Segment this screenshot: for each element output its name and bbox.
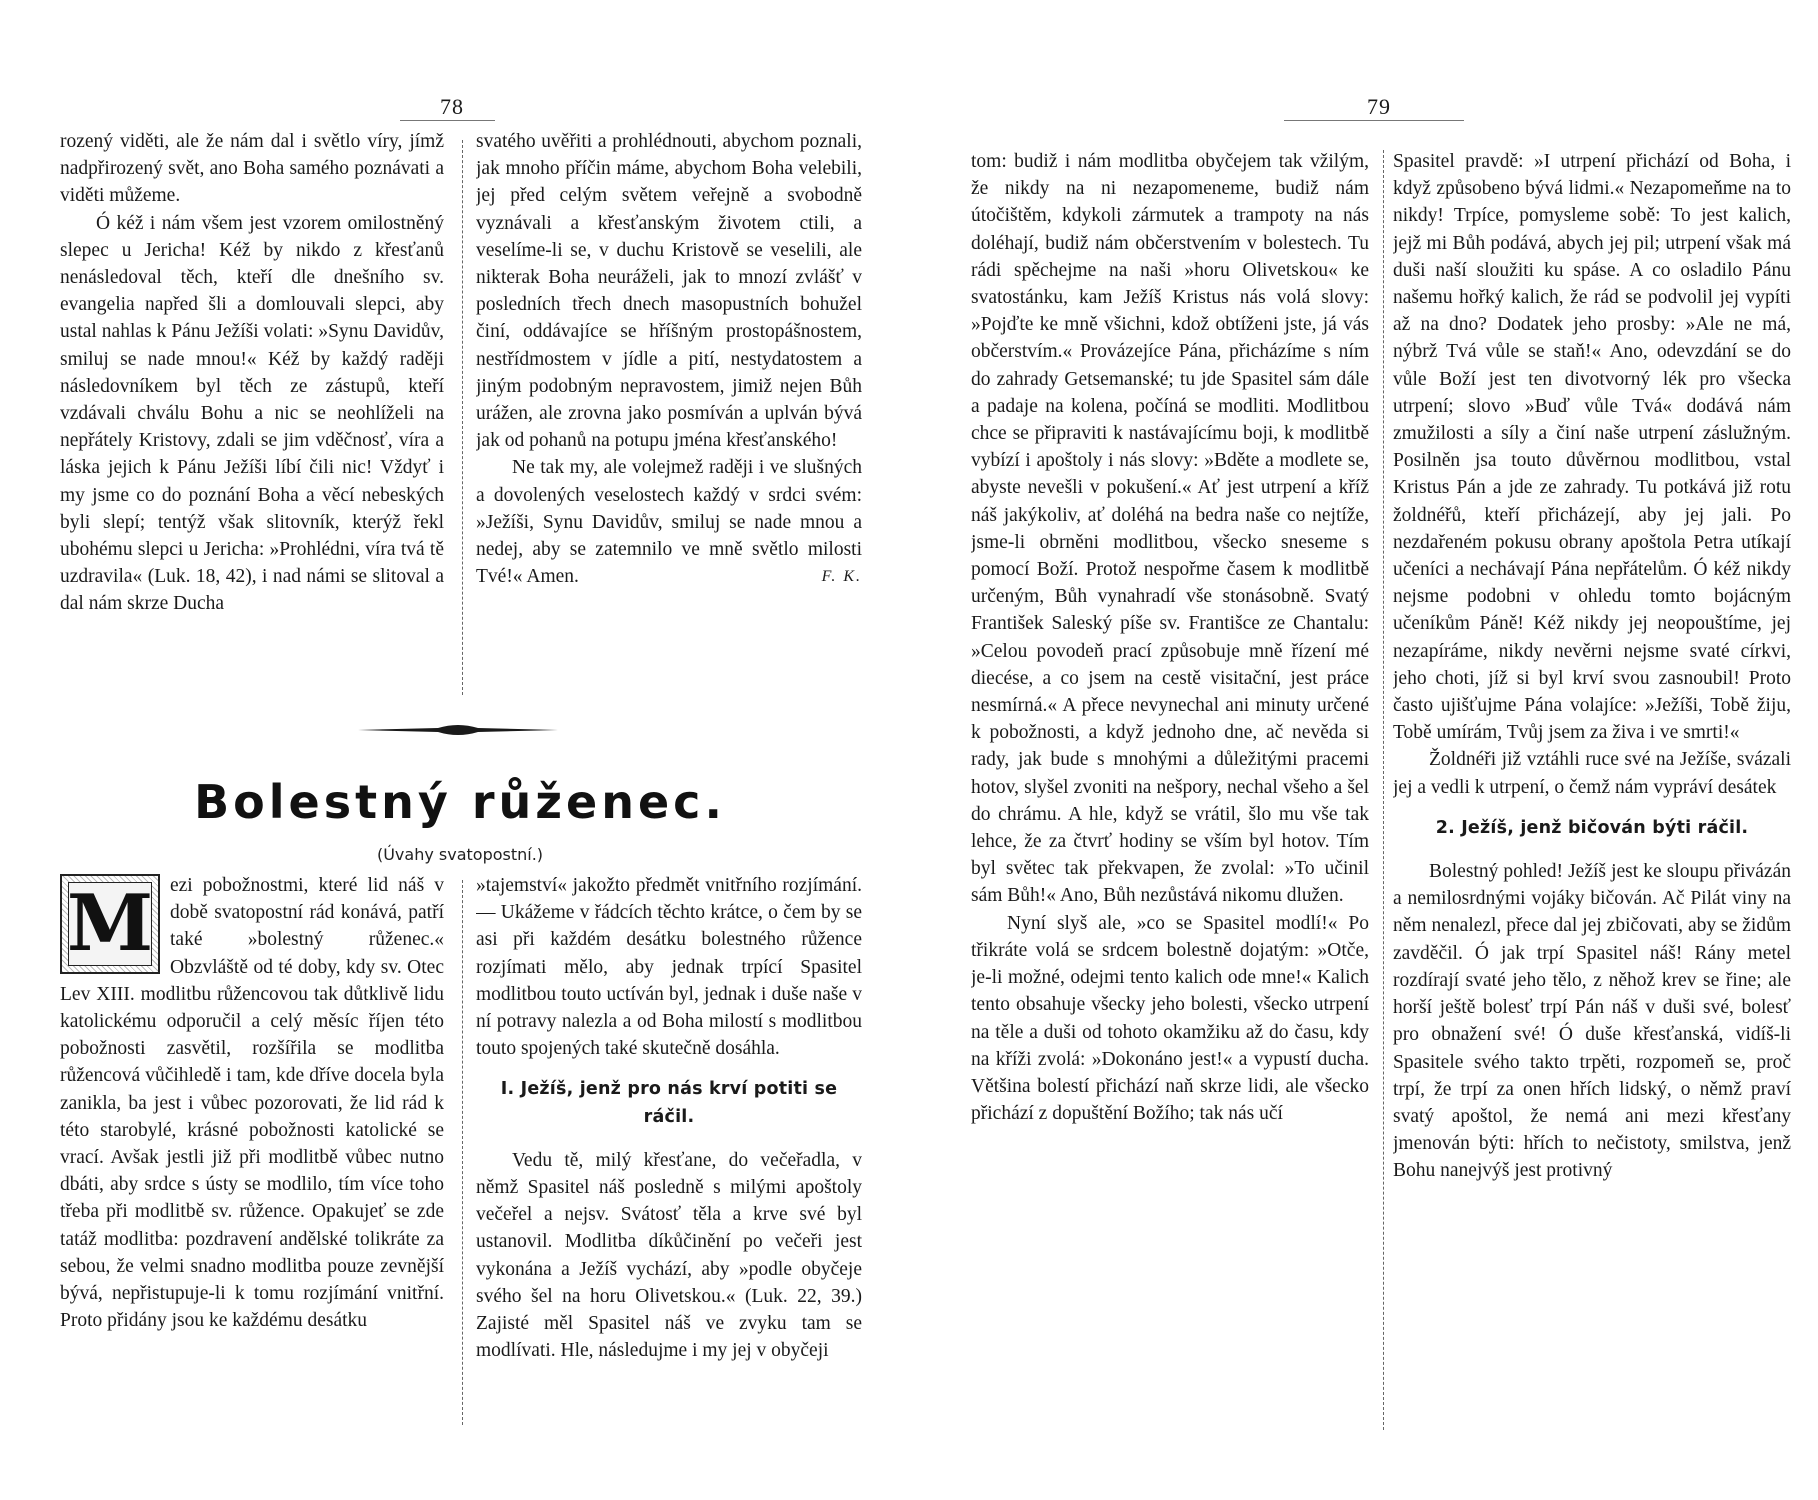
paragraph: Vedu tě, milý křesťane, do večeřadla, v němž Spasitel náš posledně s milými apoštoly večeřel a nejsv. Svátosť těla a krve své byl ustanovil. Modlitba díkůčinění po večeři jest vykonána a Ježíš vychází, aby »podle obyčeje svého šel na horu Olivetskou.« (Luk. 22, 39.) Zajisté měl Spasitel náš ve zvyku tam se modlívati. Hle, následujme i my jej v obyčeji	[476, 1149, 862, 1362]
page-number-rule-left	[400, 120, 495, 121]
dropcap-ornament	[60, 874, 160, 974]
upper-left-column	[60, 128, 444, 700]
paragraph	[476, 454, 862, 590]
right-page	[909, 0, 1818, 1500]
paragraph: svatého uvěřiti a prohlédnouti, abychom poznali, jak mnoho příčin máme, abychom Boha velebili, jej před celým světem veřejně a svobodně vyznávali a křesťanským životem ctili, a veselíme-li se, v duchu Kristově se veselili, ale nikterak Boha neuráželi, jak to mnozí zvlášť v posledních třech dnech masopustních bohužel činí, oddávajíce se hříšným prostopášnostem, nestřídmostem v jídle a pití, nestydatostem a jiným podobným nepravostem, jimiž nejen Bůh urážen, ale zrovna jako posmíván a uplván bývá jak od pohanů na potupu jména křesťanského!	[476, 131, 862, 452]
paragraph: Spasitel pravdě: »I utrpení přichází od Boha, i když způsobeno bývá lidmi.« Nezapomeňme na to nikdy! Trpíce, pomysleme sobě: To jest kalich, jejž mi Bůh podává, abych jej pil; utrpení však má duši naší sloužiti ku spáse. A co osladilo Pánu našemu hořký kalich, že rád se podvolil jej vypíti až na dno? Dodatek jeho prosby: »Ale ne má, nýbrž Tvá vůle se staň!« Ano, odevzdání se do vůle Boží jest ten divotvorný lék pro všecka utrpení; slovo »Buď vůle Tvá« dodává nám zmužilosti a síly a činí naše utrpení záslužným. Posilněn jsa touto důvěrnou modlitbou, vstal Kristus Pán a jde ze zahrady. Tu potkává již rotu žoldnéřů, kteří přicházejí, aby jej jali. Po nezdařeném pokusu obrany apoštola Petra utíkají učeníci a nechávají Pána nepřátelům. Ó kéž nikdy nejsme podobni v ohledu tomto bojácným učeníkům Páně! Kéž nikdy jej neopouštíme, jej nezapíráme, nikdy nevěrni nejsme svaté církvi, jeho choti, jíž si byl krví svou zasnoubil! Proto často ujišťujme Pána volajíce: »Ježíši, Tobě žiju, Tobě umírám, Tvůj jsem za živa i ve smrti!«	[1393, 151, 1791, 744]
paragraph: »tajemství« jakožto předmět vnitřního rozjímání. — Ukážeme v řádcích těchto krátce, o čem by se asi při každém desátku bolestného růžence rozjímati mělo, aby jednak trpící Spasitel modlitbou touto uctíván byl, jednak i duše naše v ní potravy nalezla a od Boha milostí s modlitbou touto spojených také skutečně dosáhla.	[476, 875, 862, 1060]
section-heading: I. Ježíš, jenž pro nás krví potiti se ráčil.	[500, 1079, 838, 1127]
column-divider	[462, 880, 463, 1425]
article-subtitle: (Úvahy svatopostní.)	[376, 845, 544, 864]
page-number-right: 79	[1367, 94, 1391, 119]
paragraph: Žoldnéři již vztáhli ruce své na Ježíše, svázali jej a vedli k utrpení, o čemž nám vypráví desátek	[1393, 749, 1791, 798]
paragraph: Ó kéž i nám všem jest vzorem omilostněný slepec u Jericha! Kéž by nikdo z křesťanů nenásledoval těch, kteří dle dnešního sv. evangelia napřed šli a domlouvali slepci, aby ustal nahlas k Pánu Ježíši volati: »Synu Davidův, smiluj se nade mnou!« Kéž by každý raději následovníkem byl těch ze zástupů, kteří vzdávali chválu Bohu a nic se neohlíželi na nepřátely Kristovy, zdali se jim vděčnosť, víra a láska jejich k Pánu Ježíši líbí čili nic! Vždyť i my jsme co do poznání Boha a věcí nebeských byli slepí; tentýž však slitovník, kterýž řekl ubohému slepci u Jericha: »Prohlédni, víra tvá tě uzdravila« (Luk. 18, 42), i nad námi se slitoval a dal nám skrze Ducha	[60, 212, 444, 615]
paragraph-text: Ne tak my, ale volejmež raději i ve slušných a dovolených veselostech každý v srdci svém: »Ježíši, Synu Davidův, smiluj se nade mnou a nedej, aby se zatemnilo ve mně světlo milosti Tvé!« Amen.	[476, 457, 862, 588]
upper-right-column	[476, 128, 862, 700]
section-heading: 2. Ježíš, jenž bičován býti ráčil.	[1435, 817, 1749, 838]
lower-right-column	[476, 872, 862, 1432]
paragraph-text: ezi pobožnostmi, které lid náš v době svatopostní rád konává, patří také »bolestný růženec.« Obzvláště od té doby, kdy sv. Otec Lev XIII. modlitbu růžencovou tak důtklivě lidu katolickému odporučil a celý měsíc říjen této pobožnosti zasvětil, rozšířila se modlitba růžencová vůčihledě i tam, kde dříve docela byla zanikla, ba jest i vůbec pozorovati, že lid rád k této starobylé, krásné pobožnosti katolické se vrací. Avšak jestli již při modlitbě vůbec nutno dbáti, aby srdce s ústy se modlilo, tím více toho třeba při modlitbě sv. růžence. Opakujeť se zde tatáž modlitba: pozdravení andělské tolikráte za sebou, že velmi snadno modlitba pouze zevnější bývá, nepřistupuje-li k tomu rozjímání vnitřní. Proto přidány jsou ke každému desátku	[60, 875, 444, 1332]
paragraph	[60, 872, 444, 1334]
page-number-rule-right	[1284, 120, 1464, 121]
column-divider	[1383, 150, 1384, 1430]
author-signature: F. K.	[821, 568, 862, 586]
paragraph: Nyní slyš ale, »co se Spasitel modlí!« Po třikráte volá se srdcem bolestně dojatým: »Otče, je-li možné, odejmi tento kalich ode mne!« Kalich tento obsahuje všecky jeho bolesti, všecko utrpení na těle a duši od tohoto okamžiku až do času, kdy na kříži zvolá: »Dokonáno jest!« a vypustí ducha. Většina bolestí přichází naň skrze lidi, ale všecko přichází z dopuštění Božího; tak nás učí	[971, 912, 1369, 1125]
article-title: Bolestný růženec.	[194, 775, 726, 829]
lower-left-column	[60, 872, 444, 1432]
page-number-left: 78	[440, 94, 464, 119]
paragraph: rozený viděti, ale že nám dal i světlo víry, jímž nadpřirozený svět, ano Boha samého poznávati a viděti můžeme.	[60, 131, 444, 207]
right-left-column	[971, 148, 1369, 1432]
dropcap-letter: M	[66, 878, 154, 969]
right-right-column	[1393, 148, 1791, 1432]
paragraph: tom: budiž i nám modlitba obyčejem tak vžilým, že nikdy na ni nezapomeneme, budiž nám útočištěm, kdykoli zármutek a trampoty na nás doléhají, budiž nám občerstvením v bolestech. Tu rádi spěchejme na naši »horu Olivetskou« ke svatostánku, kam Ježíš Kristus nás volá slovy: »Pojďte ke mně všichni, kdož obtíženi jste, já vás občerstvím.« Provázejíce Pána, přicházíme s ním do zahrady Getsemanské; tu jde Spasitel sám dále a padaje na kolena, počíná se modliti. Modlitbou chce se připraviti k nastávajícímu boji, k modlitbě vybízí i apoštoly i nás slovy: »Bděte a modlete se, abyste nevešli v pokušení.« Ať jest utrpení a kříž náš jakýkoliv, ať doléhá na bedra naše co nejtíže, jsme-li obrněni modlitbou, všecko sneseme s pomocí Boží. Protož nespořme časem k modlitbě určeným, Bůh vynahradí vše stonásobně. Svatý František Saleský píše sv. Františce ze Chantalu: »Celou povodeň prací způsobuje mně řízení mé diecése, a co jsem na cestě visitační, jest práce nesmírná.« A přece nevynechal ani minuty určené k pobožnosti, a když jednoho dne, ač nevěda si rady, jak bude s mnohými a důležitými pracemi hotov, slyšel zvoniti na nešpory, nechal všeho a šel do chrámu. A hle, když se vrátil, šlo mu vše tak lehce, že za čtvrť hodiny se vším byl hotov. Tím byl světec tak překvapen, že zvolal: »To učinil sám Bůh!« Ano, Bůh nezůstává nikomu dlužen.	[971, 151, 1369, 907]
paragraph: Bolestný pohled! Ježíš jest ke sloupu přivázán a nemilosrdnými vojáky bičován. Ač Pilát viny na něm nenalezl, přece dal jej zbičovati, aby se židům zavděčil. Ó jak trpí Spasitel náš! Rány metel rozdírají svaté jeho tělo, z něhož krev se řine; ale horší ještě bolesť trpí Pán náš v duši své, bolesť pro obnažení své! Ó duše křesťanská, vidíš-li Spasitele svého takto trpěti, rozpomeň se, proč trpí, že trpí za onen hřích lidský, o němž praví svatý apoštol, že nemá ani mezi křesťany jmenován býti: hřích to nečistoty, smilstva, jenž Bohu nanejvýš jest protivný	[1393, 861, 1791, 1182]
ornament-divider	[358, 722, 558, 738]
column-divider	[462, 140, 463, 695]
